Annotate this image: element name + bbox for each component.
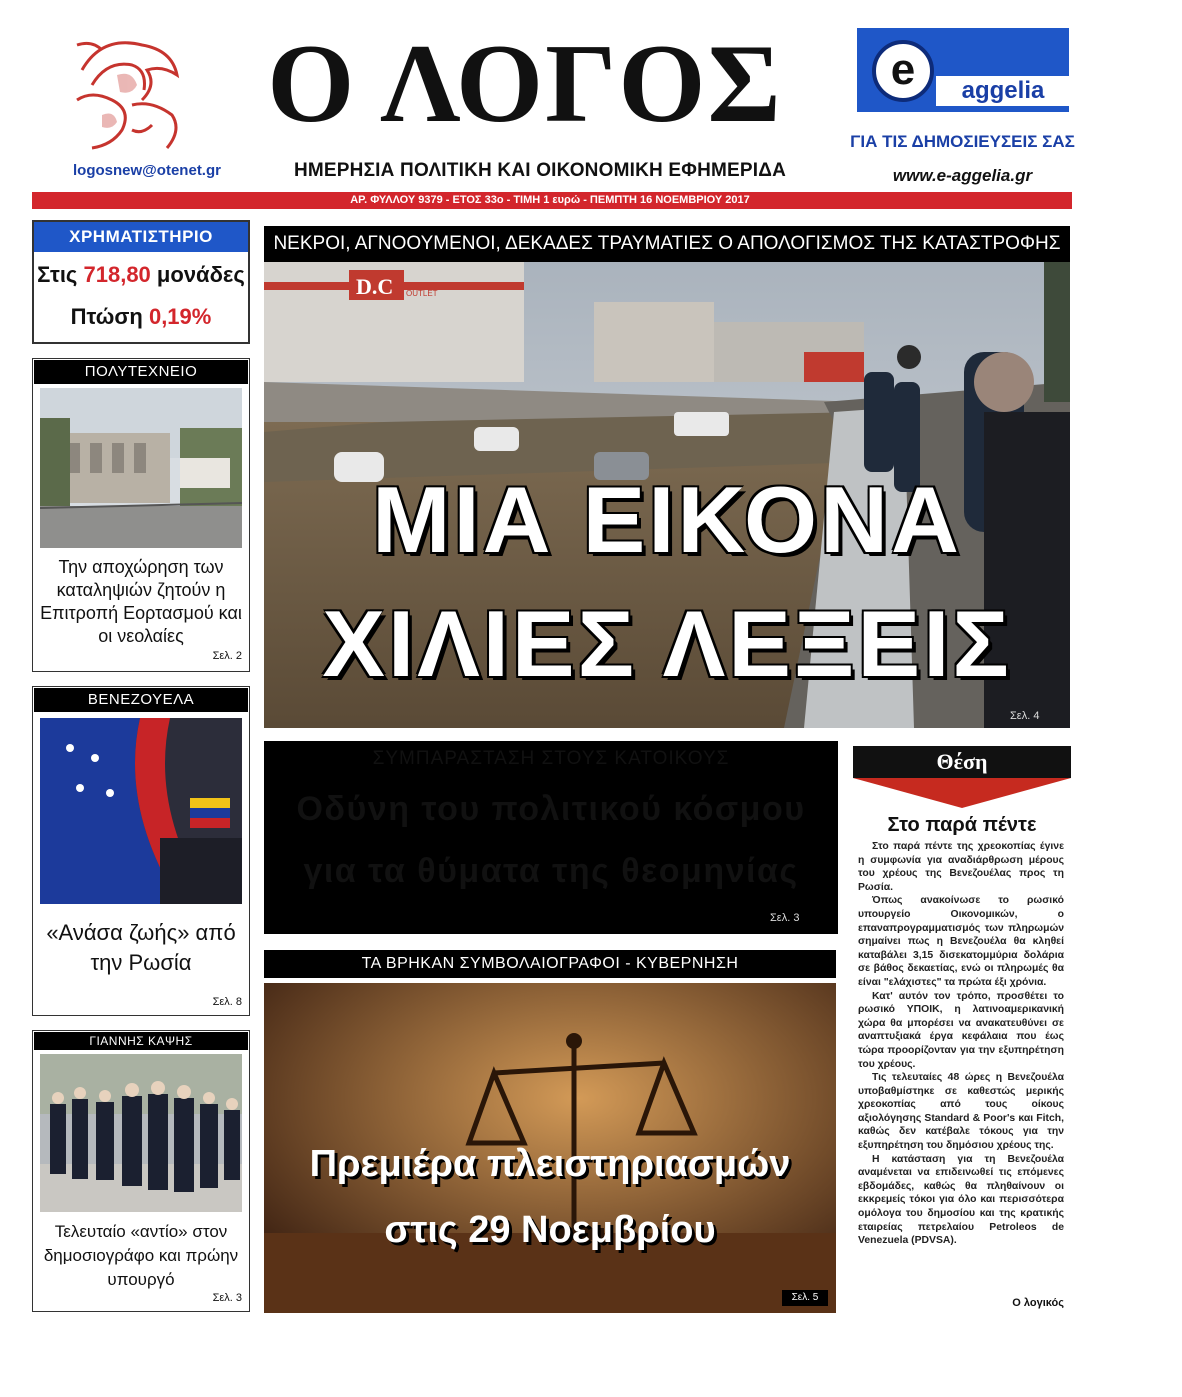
venezuela-page-ref: Σελ. 8 (212, 996, 242, 1008)
polytechnic-header: ΠΟΛΥΤΕΧΝΕΙΟ (34, 360, 248, 384)
opinion-paragraph: Στο παρά πέντε της χρεοκοπίας έγινε η συμφωνία για αναδιάρθρωση μέρους του χρέους της Βενεζουέλας προς τη Ρωσία. (858, 841, 1064, 893)
stock-index-value: 718,80 (83, 262, 151, 287)
auction-headline-line2: στις 29 Νοεμβρίου (384, 1209, 716, 1251)
ad-brand-word: aggelia (936, 76, 1070, 106)
venezuela-headline: «Ανάσα ζωής» από την Ρωσία (46, 920, 236, 975)
kapsis-header: ΓΙΑΝΝΗΣ ΚΑΨΗΣ (34, 1032, 248, 1050)
stock-index-line (34, 262, 248, 288)
ad-url[interactable]: www.e-aggelia.gr (892, 166, 1033, 185)
support-headline-line2: για τα θύματα της θεομηνίας (303, 852, 799, 890)
kapsis-photo (40, 1054, 242, 1212)
auction-headline-line1: Πρεμιέρα πλειστηριασμών (309, 1143, 791, 1185)
hero-headline-line2: ΧΙΛΙΕΣ ΛΕΞΕΙΣ (322, 591, 1012, 696)
ad-tagline: ΓΙΑ ΤΙΣ ΔΗΜΟΣΙΕΥΣΕΙΣ ΣΑΣ (850, 132, 1075, 151)
hero-page-ref: Σελ. 4 (1010, 710, 1040, 722)
stock-change-line (34, 304, 248, 330)
stock-change-value: 0,19% (148, 304, 212, 329)
stock-change-prefix: Πτώση (70, 304, 143, 329)
opinion-label: Θέση (936, 749, 988, 774)
stock-index-suffix: μονάδες (156, 262, 245, 287)
newspaper-subtitle: ΗΜΕΡΗΣΙΑ ΠΟΛΙΤΙΚΗ ΚΑΙ ΟΙΚΟΝΟΜΙΚΗ ΕΦΗΜΕΡΙΔΑ (293, 160, 787, 181)
kapsis-headline: Τελευταίο «αντίο» στον δημοσιογράφο και πρώην υπουργό (43, 1222, 239, 1289)
kapsis-page-ref: Σελ. 3 (212, 1292, 242, 1304)
opinion-paragraph: Κατ' αυτόν τον τρόπο, προσθέτει το ρωσικό ΥΠΟΙΚ, η λατινοαμερικανική χώρα θα μπορέσει να ανακατευθύνει σε αναπτυξιακά έργα κεφάλαια που έως τώρα προορίζονταν για την εξυπηρέτηση του χρέους. (858, 990, 1064, 1070)
notaries-banner: ΤΑ ΒΡΗΚΑΝ ΣΥΜΒΟΛΑΙΟΓΡΑΦΟΙ - ΚΥΒΕΡΝΗΣΗ (264, 950, 836, 978)
opinion-paragraph: Τις τελευταίες 48 ώρες η Βενεζουέλα υποβαθμίστηκε σε καθεστώς μερικής χρεοκοπίας από τους οίκους αξιολόγησης Standard & Poor's και Fitch, καθώς δεν κατέβαλε τόκους για την εξυπηρέτηση του δημόσιου χρέους της. (858, 1072, 1064, 1152)
newspaper-title: Ο ΛΟΓΟΣ (267, 22, 783, 146)
ad-logo-letter: e (872, 40, 934, 102)
stock-index-prefix: Στις (37, 262, 78, 287)
stock-market-header: ΧΡΗΜΑΤΙΣΤΗΡΙΟ (34, 222, 248, 252)
opinion-arrow-icon (853, 778, 1071, 810)
polytechnic-photo (40, 388, 242, 548)
hero-headline-line1: ΜΙΑ ΕΙΚΟΝΑ (372, 467, 962, 572)
venezuela-header: ΒΕΝΕΖΟΥΕΛΑ (34, 688, 248, 712)
venezuela-photo (40, 718, 242, 904)
issue-line: ΑΡ. ΦΥΛΛΟΥ 9379 - ΕΤΟΣ 33ο - ΤΙΜΗ 1 ευρώ - ΠΕΜΠΤΗ 16 ΝΟΕΜΒΡΙΟΥ 2017 (350, 194, 750, 206)
lead-banner: ΝΕΚΡΟΙ, ΑΓΝΟΟΥΜΕΝΟΙ, ΔΕΚΑΔΕΣ ΤΡΑΥΜΑΤΙΕΣ Ο ΑΠΟΛΟΓΙΣΜΟΣ ΤΗΣ ΚΑΤΑΣΤΡΟΦΗΣ (264, 226, 1070, 262)
opinion-paragraph: Όπως ανακοίνωσε το ρωσικό υπουργείο Οικονομικών, ο επαναπρογραμματισμός των πληρωμών σημαίνει πως η Βενεζουέλα θα κληθεί καταβάλει 3,15 δισεκατομμύρια δολάρια σε βάθος δεκαετίας, ενώ οι πληρωμές θα είναι "ελάχιστες" τα πρώτα έξι χρόνια. (858, 895, 1064, 988)
newspaper-logo (62, 30, 202, 160)
store-sign-text: D.C (356, 274, 394, 299)
opinion-paragraph: Η κατάσταση για τη Βενεζουέλα αναμένεται να επιδεινωθεί τις επόμενες εβδομάδες, καθώς θα πληθαίνουν οι εκκρεμείς τόκοι για όλο και περισσότερα ομόλογα του δημοσίου και της κρατικής εταιρείας πετρελαίου Petroleos de Venezuela (PDVSA). (858, 1153, 1064, 1247)
opinion-headline: Στο παρά πέντε (887, 814, 1037, 836)
store-sign-sub: OUTLET (406, 289, 438, 298)
auction-page-ref: Σελ. 5 (782, 1290, 828, 1306)
polytechnic-headline: Την αποχώρηση των καταληψιών ζητούν η Επιτροπή Εορτασμού και οι νεολαίες (40, 557, 242, 646)
contact-email[interactable]: logosnew@otenet.gr (73, 162, 221, 179)
opinion-signature: Ο λογικός (1012, 1297, 1064, 1309)
support-page-ref: Σελ. 3 (770, 912, 800, 924)
opinion-body (858, 840, 1064, 1248)
polytechnic-page-ref: Σελ. 2 (212, 650, 242, 662)
support-headline-line1: Οδύνη του πολιτικού κόσμου (296, 790, 806, 828)
support-kicker: ΣΥΜΠΑΡΑΣΤΑΣΗ ΣΤΟΥΣ ΚΑΤΟΙΚΟΥΣ (372, 748, 730, 769)
